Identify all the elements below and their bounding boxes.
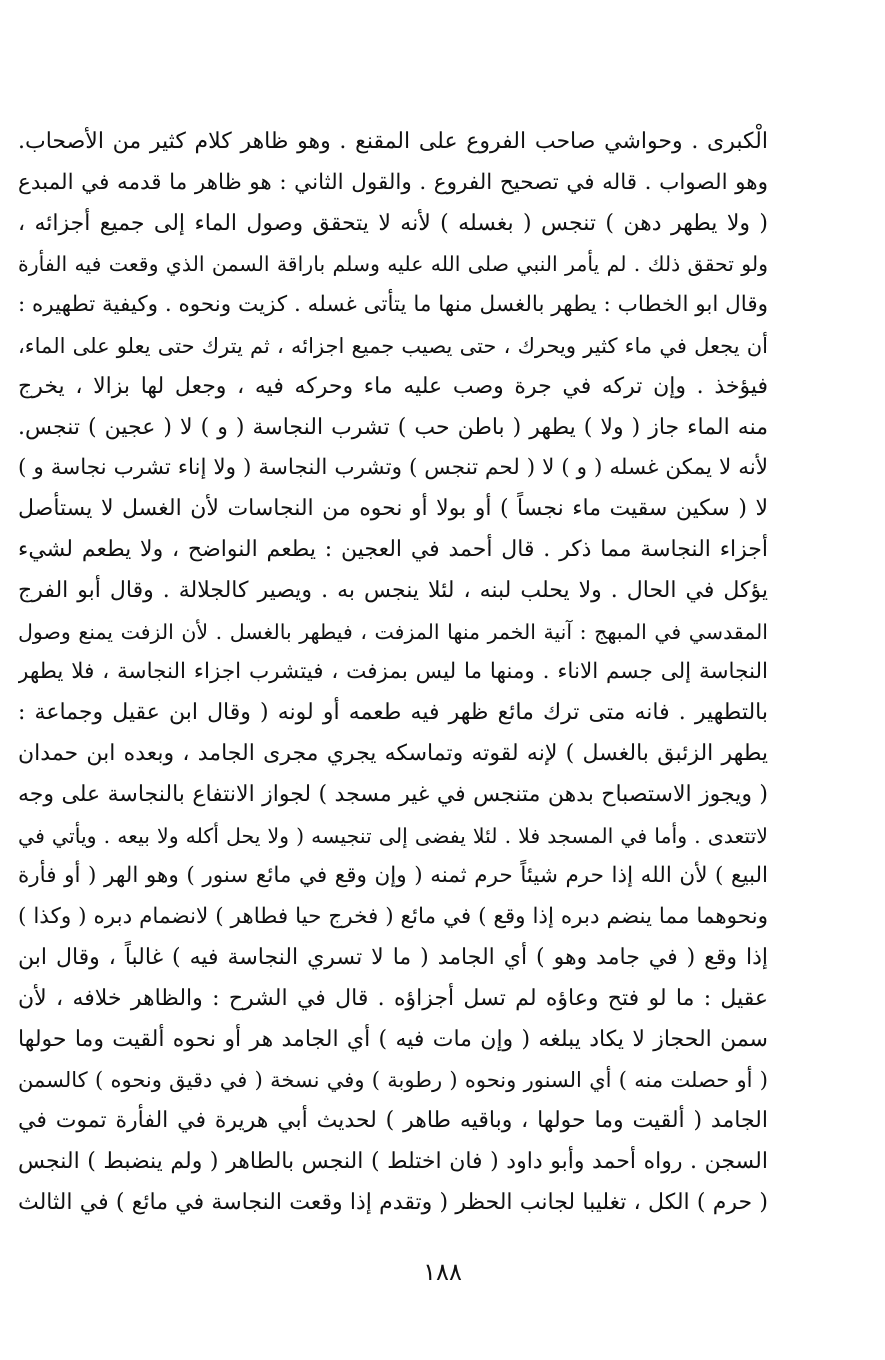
text-line: بالتطهير . فانه متى ترك مائع ظهر فيه طعمه أو لونه ( وقال ابن عقيل وجماعة : — [18, 700, 768, 726]
text-line: ( حرم ) الكل ، تغليبا لجانب الحظر ( وتقدم إذا وقعت النجاسة في مائع ) في الثالث — [18, 1189, 768, 1215]
text-line: ونحوهما مما ينضم دبره إذا وقع ) في مائع ( فخرج حيا فطاهر ) لانضمام دبره ( وكذا ) — [18, 904, 768, 930]
text-line: لا ( سكين سقيت ماء نجساً ) أو بولا أو نحوه من النجاسات لأن الغسل لا يستأصل — [18, 496, 768, 522]
text-line: منه الماء جاز ( ولا ) يطهر ( باطن حب ) تشرب النجاسة ( و ) لا ( عجين ) تنجس. — [18, 414, 768, 440]
text-line: فيؤخذ . وإن تركه في جرة وصب عليه ماء وحركه فيه ، وجعل لها بزالا ، يخرج — [18, 373, 768, 399]
text-line: الجامد ( ألقيت وما حولها ، وباقيه طاهر ) لحديث أبي هريرة في الفأرة تموت في — [18, 1108, 768, 1134]
text-line: النجاسة إلى جسم الاناء . ومنها ما ليس بمزفت ، فيتشرب اجزاء النجاسة ، فلا يطهر — [18, 659, 768, 685]
text-line: ولو تحقق ذلك . لم يأمر النبي صلى الله عليه وسلم باراقة السمن الذي وقعت فيه الفأرة — [18, 252, 768, 277]
text-line: سمن الحجاز لا يكاد يبلغه ( وإن مات فيه ) أي الجامد هر أو نحوه ألقيت وما حولها — [18, 1026, 768, 1052]
text-line: لأنه لا يمكن غسله ( و ) لا ( لحم تنجس ) وتشرب النجاسة ( ولا إناء تشرب نجاسة و ) — [18, 455, 768, 481]
text-line: لاتتعدى . وأما في المسجد فلا . لئلا يفضى إلى تنجيسه ( ولا يحل أكله ولا بيعه . ويأتي في — [18, 823, 768, 848]
page-number: ١٨٨ — [423, 1258, 462, 1286]
text-line: الْكبرى . وحواشي صاحب الفروع على المقنع . وهو ظاهر كلام كثير من الأصحاب. — [18, 129, 768, 154]
text-line: ( ولا يطهر دهن ) تنجس ( بغسله ) لأنه لا يتحقق وصول الماء إلى جميع أجزائه ، — [18, 210, 768, 236]
text-line: أن يجعل في ماء كثير ويحرك ، حتى يصيب جميع اجزائه ، ثم يترك حتى يعلو على الماء، — [18, 333, 768, 358]
text-line: عقيل : ما لو فتح وعاؤه لم تسل أجزاؤه . قال في الشرح : والظاهر خلافه ، لأن — [18, 985, 768, 1011]
text-line: أجزاء النجاسة مما ذكر . قال أحمد في العجين : يطعم النواضح ، ولا يطعم لشيء — [18, 536, 768, 562]
text-line: ( أو حصلت منه ) أي السنور ونحوه ( رطوبة ) وفي نسخة ( في دقيق ونحوه ) كالسمن — [18, 1068, 768, 1093]
text-line: السجن . رواه أحمد وأبو داود ( فان اختلط ) النجس بالطاهر ( ولم ينضبط ) النجس — [18, 1148, 768, 1174]
text-line: البيع ) لأن الله إذا حرم شيئاً حرم ثمنه ( وإن وقع في مائع سنور ) وهو الهر ( أو فأرة — [18, 863, 768, 889]
text-line: ( ويجوز الاستصباح بدهن متنجس في غير مسجد ) لجواز الانتفاع بالنجاسة على وجه — [18, 781, 768, 807]
body-text — [18, 122, 768, 1224]
text-line: إذا وقع ( في جامد وهو ) أي الجامد ( ما لا تسري النجاسة فيه ) غالباً ، وقال ابن — [18, 944, 768, 970]
text-line: وهو الصواب . قاله في تصحيح الفروع . والقول الثاني : هو ظاهر ما قدمه في المبدع — [18, 169, 768, 195]
text-line: يطهر الزئبق بالغسل ) لإنه لقوته وتماسكه يجري مجرى الجامد ، وبعده ابن حمدان — [18, 740, 768, 766]
text-line: المقدسي في المبهج : آنية الخمر منها المزفت ، فيطهر بالغسل . لأن الزفت يمنع وصول — [18, 619, 768, 644]
text-line: يؤكل في الحال . ولا يحلب لبنه ، لئلا ينجس به . ويصير كالجلالة . وقال أبو الفرج — [18, 577, 768, 603]
text-line: وقال ابو الخطاب : يطهر بالغسل منها ما يتأتى غسله . كزيت ونحوه . وكيفية تطهيره : — [18, 292, 768, 318]
